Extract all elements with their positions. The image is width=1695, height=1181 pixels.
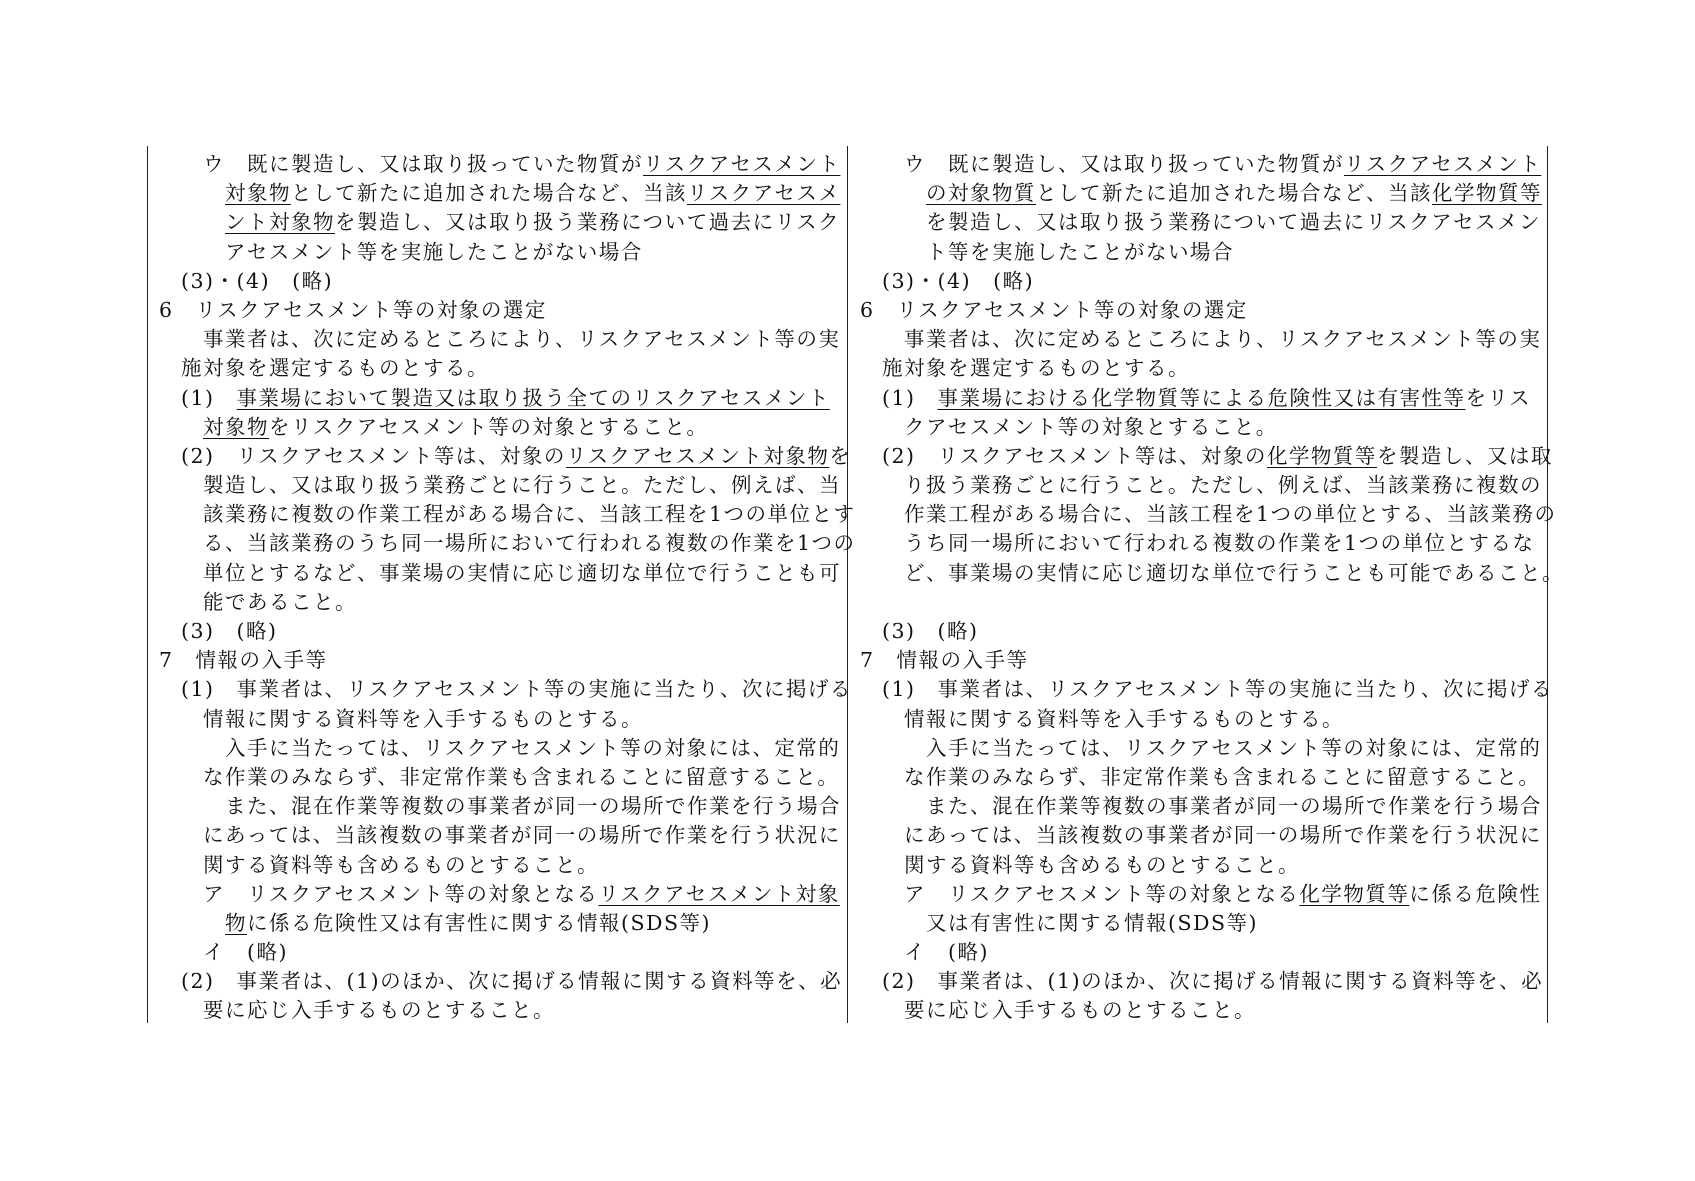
text-line: [860, 500, 1557, 529]
text-segment: として新たに追加された場合など、当該: [1036, 181, 1432, 206]
text-line: [860, 354, 1550, 383]
text-line: [860, 150, 1550, 179]
text-line: [860, 763, 1550, 792]
text-line: [159, 588, 849, 617]
text-segment: (1) 事業者は、リスクアセスメント等の実施に当たり、次に掲げる: [181, 677, 852, 702]
text-line: [159, 617, 849, 646]
text-line: [159, 238, 849, 267]
underlined-text: 化学物質等: [1266, 443, 1377, 468]
text-line: [860, 880, 1550, 909]
revised-text-column: [159, 150, 856, 1026]
underlined-text: 事業場における化学物質等による危険性又は有害性等: [937, 385, 1466, 410]
text-line: [860, 208, 1550, 237]
text-line: [860, 413, 1550, 442]
text-segment: (1) 事業者は、リスクアセスメント等の実施に当たり、次に掲げる: [882, 677, 1553, 702]
text-segment: として新たに追加された場合など、当該: [291, 181, 687, 206]
text-line: [860, 325, 1550, 354]
text-line: [159, 763, 849, 792]
text-line: [159, 675, 852, 704]
text-line: [860, 821, 1550, 850]
underlined-text: 化学物質等: [1432, 181, 1542, 206]
text-segment: 関する資料等も含めるものとすること。: [904, 852, 1300, 877]
text-segment: イ (略): [203, 940, 288, 965]
text-segment: (1): [181, 385, 237, 410]
text-segment: 6 リスクアセスメント等の対象の選定: [860, 297, 1248, 322]
text-segment: を製造し、又は取: [1376, 443, 1553, 468]
text-segment: に係る危険性又は有害性に関する情報(SDS等): [247, 910, 712, 935]
text-segment: 関する資料等も含めるものとすること。: [203, 852, 599, 877]
text-segment: 事業者は、次に定めるところにより、リスクアセスメント等の実: [904, 327, 1542, 352]
text-line: [159, 413, 849, 442]
text-segment: (2) リスクアセスメント等は、対象の: [882, 443, 1267, 468]
text-segment: 又は有害性に関する情報(SDS等): [926, 910, 1259, 935]
text-segment: (2) 事業者は、(1)のほか、次に掲げる情報に関する資料等を、必: [882, 969, 1544, 994]
current-text-column: [860, 150, 1564, 1026]
text-segment: り扱う業務ごとに行うこと。ただし、例えば、当該業務に複数の: [904, 473, 1542, 498]
text-line: [860, 996, 1550, 1025]
text-line: [159, 559, 849, 588]
underlined-text: 対象物: [225, 181, 291, 206]
text-line: [860, 588, 1550, 617]
text-line: [159, 821, 849, 850]
underlined-text: 物: [225, 910, 247, 935]
text-line: [159, 208, 849, 237]
text-line: [159, 384, 849, 413]
text-line: [860, 267, 1550, 296]
text-segment: ト等を実施したことがない場合: [926, 239, 1234, 264]
underlined-text: リスクアセスメント対象: [598, 881, 840, 906]
text-segment: をリスクアセスメント等の対象とすること。: [269, 414, 709, 439]
text-line: [159, 442, 852, 471]
text-line: [159, 792, 849, 821]
text-line: [159, 996, 849, 1025]
text-line: [159, 909, 849, 938]
text-line: [860, 617, 1550, 646]
text-segment: 要に応じ入手するものとすること。: [904, 998, 1256, 1023]
text-segment: 施対象を選定するものとする。: [882, 356, 1190, 381]
text-segment: 7 情報の入手等: [159, 648, 328, 673]
text-segment: また、混在作業等複数の事業者が同一の場所で作業を行う場合: [926, 794, 1542, 819]
text-line: [159, 325, 849, 354]
text-segment: を製造し、又は取り扱う業務について過去にリスク: [335, 210, 841, 235]
text-segment: な作業のみならず、非定常作業も含まれることに留意すること。: [904, 764, 1541, 789]
text-segment: 情報に関する資料等を入手するものとする。: [904, 706, 1344, 731]
text-segment: 入手に当たっては、リスクアセスメント等の対象には、定常的: [225, 735, 841, 760]
text-segment: アセスメント等を実施したことがない場合: [225, 239, 643, 264]
text-line: [860, 851, 1550, 880]
text-line: [860, 734, 1550, 763]
text-segment: 要に応じ入手するものとすること。: [203, 998, 555, 1023]
table-border-left: [147, 146, 148, 1023]
text-segment: 作業工程がある場合に、当該工程を1つの単位とする、当該業務の: [904, 502, 1557, 527]
text-line: [860, 179, 1550, 208]
text-segment: クアセスメント等の対象とすること。: [904, 414, 1278, 439]
text-segment: ア リスクアセスメント等の対象となる: [203, 881, 599, 906]
text-segment: にあっては、当該複数の事業者が同一の場所で作業を行う状況に: [203, 823, 841, 848]
text-line: [860, 442, 1553, 471]
underlined-text: 対象物: [203, 414, 269, 439]
text-line: [860, 675, 1553, 704]
text-segment: うち同一場所において行われる複数の作業を1つの単位とするな: [904, 531, 1535, 556]
underlined-text: リスクアセスメ: [687, 181, 841, 206]
text-line: [860, 384, 1550, 413]
text-line: [860, 909, 1550, 938]
underlined-text: リスクアセスメント: [1344, 152, 1542, 176]
underlined-text: リスクアセスメント対象物: [565, 443, 830, 468]
underlined-text: 化学物質等: [1299, 881, 1410, 906]
text-line: [860, 646, 1550, 675]
text-segment: 6 リスクアセスメント等の対象の選定: [159, 297, 547, 322]
text-line: [159, 967, 849, 996]
text-line: [159, 179, 849, 208]
text-segment: ど、事業場の実情に応じ適切な単位で行うことも可能であること。: [904, 560, 1564, 585]
text-line: [159, 529, 856, 558]
text-line: [860, 967, 1550, 996]
text-segment: に係る危険性: [1409, 881, 1542, 906]
text-segment: 単位とするなど、事業場の実情に応じ適切な単位で行うことも可: [203, 560, 841, 585]
text-line: [159, 734, 849, 763]
text-segment: をリス: [1465, 385, 1532, 410]
text-segment: (3)・(4) (略): [882, 268, 1035, 293]
text-segment: イ (略): [904, 940, 989, 965]
text-segment: る、当該業務のうち同一場所において行われる複数の作業を1つの: [203, 531, 856, 556]
text-segment: ア リスクアセスメント等の対象となる: [904, 881, 1300, 906]
text-line: [860, 705, 1550, 734]
text-line: [159, 471, 849, 500]
text-segment: (3) (略): [181, 619, 278, 643]
text-line: [860, 471, 1550, 500]
text-segment: (3)・(4) (略): [181, 268, 334, 293]
text-segment: 事業者は、次に定めるところにより、リスクアセスメント等の実: [203, 327, 841, 352]
text-line: [860, 529, 1550, 558]
text-line: [159, 354, 849, 383]
text-segment: また、混在作業等複数の事業者が同一の場所で作業を行う場合: [225, 794, 841, 819]
text-line: [159, 267, 849, 296]
text-segment: 該業務に複数の作業工程がある場合に、当該工程を1つの単位とす: [203, 502, 856, 527]
text-segment: ウ 既に製造し、又は取り扱っていた物質が: [904, 152, 1344, 176]
text-segment: を: [829, 443, 852, 468]
text-segment: 7 情報の入手等: [860, 648, 1029, 673]
underlined-text: リスクアセスメント: [643, 152, 841, 176]
text-segment: 情報に関する資料等を入手するものとする。: [203, 706, 643, 731]
text-line: [159, 500, 856, 529]
text-segment: な作業のみならず、非定常作業も含まれることに留意すること。: [203, 764, 840, 789]
underlined-text: 事業場において製造又は取り扱う全てのリスクアセスメント: [236, 385, 830, 410]
text-segment: 施対象を選定するものとする。: [181, 356, 489, 381]
text-segment: 製造し、又は取り扱う業務ごとに行うこと。ただし、例えば、当: [203, 473, 841, 498]
text-segment: 入手に当たっては、リスクアセスメント等の対象には、定常的: [926, 735, 1542, 760]
text-line: [159, 851, 849, 880]
text-line: [860, 559, 1564, 588]
text-segment: 能であること。: [203, 589, 357, 614]
text-segment: (1): [882, 385, 938, 410]
text-line: [159, 938, 849, 967]
text-line: [159, 705, 849, 734]
text-line: [159, 150, 849, 179]
text-segment: にあっては、当該複数の事業者が同一の場所で作業を行う状況に: [904, 823, 1542, 848]
text-line: [860, 296, 1550, 325]
underlined-text: の対象物質: [926, 181, 1036, 206]
underlined-text: ント対象物: [225, 210, 335, 235]
text-line: [860, 938, 1550, 967]
text-line: [860, 792, 1550, 821]
text-line: [159, 296, 849, 325]
text-line: [159, 646, 849, 675]
comparison-table: [147, 146, 1564, 1023]
text-segment: (2) 事業者は、(1)のほか、次に掲げる情報に関する資料等を、必: [181, 969, 843, 994]
text-line: [860, 238, 1550, 267]
text-segment: を製造し、又は取り扱う業務について過去にリスクアセスメン: [926, 210, 1541, 235]
text-segment: (2) リスクアセスメント等は、対象の: [181, 443, 566, 468]
text-line: [159, 880, 849, 909]
text-segment: ウ 既に製造し、又は取り扱っていた物質が: [203, 152, 643, 176]
text-segment: (3) (略): [882, 619, 979, 643]
